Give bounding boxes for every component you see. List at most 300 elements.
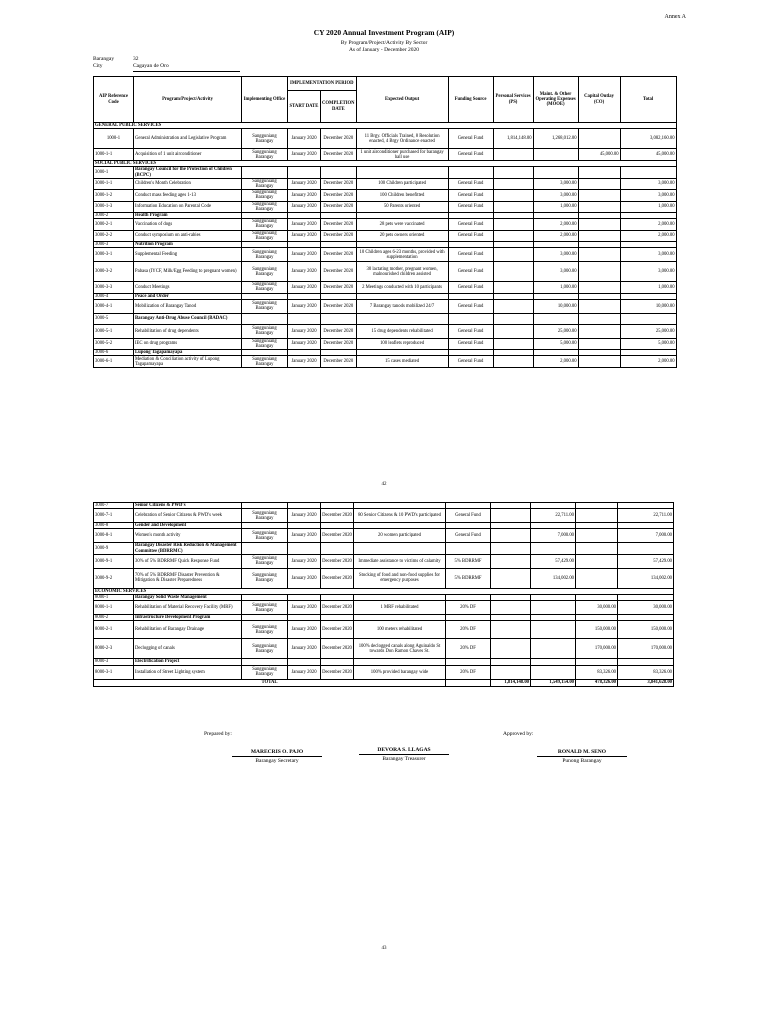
- start-date: January 2020: [288, 299, 321, 313]
- ps-amount: [491, 529, 531, 543]
- ref-code: 3000-5-2: [94, 338, 134, 349]
- expected-output: 10 Children ages 6-23 months, provided with supplementation: [356, 248, 448, 262]
- implementing-office: Sangguniang Barangay: [242, 219, 288, 230]
- empty-cell: [321, 167, 357, 178]
- total-amount: 57,429.00: [618, 554, 674, 568]
- total-amount: 1,000.00: [620, 201, 676, 212]
- completion-date: December 2020: [321, 248, 357, 262]
- implementing-office: Sangguniang Barangay: [242, 190, 288, 201]
- ref-code: 3000-8-1: [94, 529, 134, 543]
- implementing-office: Sangguniang Barangay: [242, 262, 288, 282]
- implementing-office: Sangguniang Barangay: [242, 338, 288, 349]
- mooe-amount: 25,000.00: [533, 324, 578, 338]
- total-amount: 3,000.00: [620, 178, 676, 189]
- total-amount: 5,000.00: [620, 338, 676, 349]
- col-impl-period-header: IMPLEMENTATION PERIOD: [288, 77, 357, 91]
- co-amount: [576, 509, 618, 523]
- completion-date: December 2020: [321, 568, 354, 588]
- expected-output: 15 cases mediated: [356, 356, 448, 368]
- totals-label: TOTAL: [94, 679, 446, 686]
- program-activity: Women's month activity: [134, 529, 242, 543]
- ref-code: 3000-1-1: [94, 178, 134, 189]
- col-start-header: START DATE: [288, 91, 321, 123]
- empty-cell: [448, 313, 493, 324]
- program-activity: Celebration of Senior Citizens & PWD's week: [134, 509, 242, 523]
- aip-table-page2: [93, 502, 674, 687]
- program-activity: Conduct mass feeding ages 1-13: [134, 190, 242, 201]
- empty-cell: [533, 313, 578, 324]
- table-row: [94, 178, 677, 189]
- co-amount: [578, 129, 620, 149]
- ref-code: 3000-3: [94, 242, 134, 248]
- mooe-amount: 3,000.00: [533, 248, 578, 262]
- total-amount: 3,000.00: [620, 262, 676, 282]
- col-office-header: Implementing Office: [242, 77, 288, 123]
- barangay-label: Barangay: [93, 56, 115, 62]
- totals-total: 3,841,628.00: [618, 679, 674, 686]
- co-amount: [578, 201, 620, 212]
- ps-amount: [493, 338, 533, 349]
- document-period: As of January - December 2020: [348, 47, 420, 53]
- empty-cell: [242, 543, 288, 554]
- completion-date: December 2020: [321, 129, 357, 149]
- document-subtitle: By Program/Project/Activity By Sector: [340, 40, 428, 46]
- empty-cell: [493, 167, 533, 178]
- group-row: [94, 543, 674, 554]
- expected-output: 100 leaflets reproduced: [356, 338, 448, 349]
- start-date: January 2020: [288, 149, 321, 161]
- funding-source: 5% BDRRMF: [446, 568, 491, 588]
- funding-source: 5% BDRRMF: [446, 554, 491, 568]
- implementing-office: Sangguniang Barangay: [242, 601, 288, 615]
- ref-code: 8000-2-1: [94, 621, 134, 639]
- mooe-amount: 134,002.00: [531, 568, 576, 588]
- ps-amount: [493, 248, 533, 262]
- funding-source: General Fund: [448, 299, 493, 313]
- ref-code: 3000-8: [94, 523, 134, 529]
- program-activity: Declogging of canals: [134, 639, 242, 659]
- expected-output: 1 MRF rehabilitated: [354, 601, 446, 615]
- completion-date: December 2020: [321, 509, 354, 523]
- start-date: January 2020: [288, 201, 321, 212]
- ref-code: 3000-2-1: [94, 219, 134, 230]
- implementing-office: Sangguniang Barangay: [242, 639, 288, 659]
- table-row: [94, 219, 677, 230]
- expected-output: 100 Children participated: [356, 178, 448, 189]
- barangay-line: [93, 56, 238, 62]
- city-value: Cagayan de Oro: [133, 63, 169, 69]
- co-amount: [576, 529, 618, 543]
- punong-barangay-name: RONALD M. SENO: [537, 749, 627, 757]
- treasurer-position: Barangay Treasurer: [382, 756, 426, 762]
- expected-output: 100 Children benefitted: [356, 190, 448, 201]
- group-title: Infrastructure Development Program: [134, 615, 242, 621]
- barangay-value: 32: [133, 56, 139, 62]
- table-row: [94, 282, 677, 293]
- ps-amount: [493, 190, 533, 201]
- expected-output: 80 Senior Citizens & 10 PWD's participated: [354, 509, 446, 523]
- empty-cell: [578, 313, 620, 324]
- start-date: January 2020: [288, 601, 321, 615]
- ref-code: 3000-4: [94, 293, 134, 299]
- start-date: January 2020: [288, 639, 321, 659]
- program-activity: General Administration and Legislative Program: [134, 129, 242, 149]
- mooe-amount: [531, 601, 576, 615]
- mooe-amount: 7,000.00: [531, 529, 576, 543]
- ref-code: 3000-1-2: [94, 190, 134, 201]
- table-row: [94, 568, 674, 588]
- expected-output: 100 meters rehabilitated: [354, 621, 446, 639]
- table-row: [94, 554, 674, 568]
- ps-amount: [493, 219, 533, 230]
- program-activity: IEC on drug programs: [134, 338, 242, 349]
- expected-output: 100% declogged canals along Aguinaldo St towards Don Ramon Chaves St.: [354, 639, 446, 659]
- ps-amount: [491, 639, 531, 659]
- empty-cell: [242, 313, 288, 324]
- co-amount: 83,326.00: [576, 665, 618, 679]
- implementing-office: Sangguniang Barangay: [242, 129, 288, 149]
- implementing-office: Sangguniang Barangay: [242, 529, 288, 543]
- ps-amount: [491, 665, 531, 679]
- completion-date: December 2020: [321, 201, 357, 212]
- program-activity: Rehabilitation of Material Recovery Facility (MRF): [134, 601, 242, 615]
- mooe-amount: 22,711.00: [531, 509, 576, 523]
- empty-cell: [491, 543, 531, 554]
- table-row: [94, 338, 677, 349]
- mooe-amount: 2,000.00: [533, 230, 578, 241]
- funding-source: 20% DF: [446, 621, 491, 639]
- group-row: [94, 167, 677, 178]
- total-amount: 45,000.00: [620, 149, 676, 161]
- empty-cell: [493, 313, 533, 324]
- total-amount: 22,711.00: [618, 509, 674, 523]
- funding-source: General Fund: [448, 129, 493, 149]
- start-date: January 2020: [288, 262, 321, 282]
- empty-cell: [446, 543, 491, 554]
- ps-amount: [493, 356, 533, 368]
- empty-cell: [354, 543, 446, 554]
- totals-mooe: 1,549,154.00: [531, 679, 576, 686]
- mooe-amount: 10,000.00: [533, 299, 578, 313]
- ref-code: 3000-7: [94, 503, 134, 509]
- expected-output: Immediate assistance to victims of calamity: [354, 554, 446, 568]
- col-ref-header: AIP Reference Code: [94, 77, 134, 123]
- ref-code: 1000-1-1: [94, 149, 134, 161]
- implementing-office: Sangguniang Barangay: [242, 178, 288, 189]
- col-program-header: Program/Project/Activity: [134, 77, 242, 123]
- total-amount: 83,326.00: [618, 665, 674, 679]
- program-activity: Information Education on Parental Code: [134, 201, 242, 212]
- ref-code: 3000-9: [94, 543, 134, 554]
- start-date: January 2020: [288, 509, 321, 523]
- approved-by-label: Approved by:: [503, 731, 534, 737]
- program-activity: 70% of 5% BDRRMF Disaster Prevention & Mitigation & Disaster Preparedness: [134, 568, 242, 588]
- ps-amount: [493, 299, 533, 313]
- start-date: January 2020: [288, 129, 321, 149]
- co-amount: [578, 230, 620, 241]
- co-amount: [578, 262, 620, 282]
- ref-code: 3000-9-1: [94, 554, 134, 568]
- ps-amount: 1,814,148.00: [493, 129, 533, 149]
- empty-cell: [321, 313, 357, 324]
- completion-date: December 2020: [321, 338, 357, 349]
- co-amount: [578, 299, 620, 313]
- ref-code: 3000-5: [94, 313, 134, 324]
- section-title: SOCIAL PUBLIC SERVICES: [94, 161, 677, 167]
- table-row: [94, 529, 674, 543]
- mooe-amount: 2,000.00: [533, 356, 578, 368]
- total-amount: 134,002.00: [618, 568, 674, 588]
- start-date: January 2020: [288, 568, 321, 588]
- ref-code: 8000-3: [94, 659, 134, 665]
- completion-date: December 2020: [321, 554, 354, 568]
- group-title: Nutrition Program: [134, 242, 242, 248]
- co-amount: 45,000.00: [578, 149, 620, 161]
- empty-cell: [356, 313, 448, 324]
- co-amount: [578, 356, 620, 368]
- group-title: Barangay Disaster Risk Reduction & Management Committee (BDRRMC): [134, 543, 242, 554]
- total-amount: 150,000.00: [618, 621, 674, 639]
- expected-output: 7 Barangay tanods mobilized 24/7: [356, 299, 448, 313]
- group-title: Peace and Order: [134, 293, 242, 299]
- completion-date: December 2020: [321, 190, 357, 201]
- ps-amount: [493, 178, 533, 189]
- expected-output: 100% provided barangay wide: [354, 665, 446, 679]
- mooe-amount: [531, 639, 576, 659]
- empty-cell: [288, 167, 321, 178]
- empty-cell: [448, 167, 493, 178]
- total-amount: 25,000.00: [620, 324, 676, 338]
- group-title: Barangay Council for the Protection of Children (BCPC): [134, 167, 242, 178]
- ref-code: 3000-4-1: [94, 299, 134, 313]
- city-line: [93, 63, 238, 69]
- expected-output: 11 Brgy. Officials Trained, 8 Resolution enacted, 4 Brgy Ordinance enacted: [356, 129, 448, 149]
- ref-code: 8000-3-1: [94, 665, 134, 679]
- col-ps-header: Personal Services (PS): [493, 77, 533, 123]
- expected-output: 15 drug dependents rehabilitated: [356, 324, 448, 338]
- funding-source: General Fund: [448, 230, 493, 241]
- ref-code: 8000-2-3: [94, 639, 134, 659]
- total-amount: 2,000.00: [620, 230, 676, 241]
- co-amount: [578, 338, 620, 349]
- totals-fund-cell: [446, 679, 491, 686]
- funding-source: General Fund: [448, 338, 493, 349]
- start-date: January 2020: [288, 248, 321, 262]
- expected-output: 50 Parents oriented: [356, 201, 448, 212]
- program-activity: Vaccination of dogs: [134, 219, 242, 230]
- funding-source: General Fund: [448, 178, 493, 189]
- completion-date: December 2020: [321, 601, 354, 615]
- implementing-office: Sangguniang Barangay: [242, 282, 288, 293]
- funding-source: General Fund: [448, 356, 493, 368]
- group-title: Health Program: [134, 213, 242, 219]
- program-activity: Conduct Meetings: [134, 282, 242, 293]
- col-fund-header: Funding Source: [448, 77, 493, 123]
- empty-cell: [620, 167, 676, 178]
- secretary-position: Barangay Secretary: [255, 758, 299, 764]
- program-activity: Mediation & Conciliation activity of Lupong Tagapamayapa: [134, 356, 242, 368]
- expected-output: 28 pets were vaccinated: [356, 219, 448, 230]
- completion-date: December 2020: [321, 262, 357, 282]
- group-title: Electrification Project: [134, 659, 242, 665]
- table-row: [94, 262, 677, 282]
- ref-code: 8000-2: [94, 615, 134, 621]
- ref-code: 3000-9-2: [94, 568, 134, 588]
- table-row: [94, 201, 677, 212]
- co-amount: [576, 568, 618, 588]
- start-date: January 2020: [288, 338, 321, 349]
- ref-code: 1000-1: [94, 129, 134, 149]
- ref-code: 8000-1-1: [94, 601, 134, 615]
- co-amount: [576, 554, 618, 568]
- implementing-office: Sangguniang Barangay: [242, 568, 288, 588]
- co-amount: [578, 248, 620, 262]
- program-activity: Children's Month Celebration: [134, 178, 242, 189]
- city-label: City: [93, 63, 103, 69]
- table-row: [94, 299, 677, 313]
- completion-date: December 2020: [321, 149, 357, 161]
- empty-cell: [576, 543, 618, 554]
- mooe-amount: [531, 621, 576, 639]
- co-amount: [578, 324, 620, 338]
- ps-amount: [491, 554, 531, 568]
- mooe-amount: 3,000.00: [533, 190, 578, 201]
- ps-amount: [493, 230, 533, 241]
- completion-date: December 2020: [321, 282, 357, 293]
- ps-amount: [493, 324, 533, 338]
- funding-source: General Fund: [446, 509, 491, 523]
- total-amount: 3,000.00: [620, 190, 676, 201]
- ps-amount: [491, 509, 531, 523]
- totals-co: 478,326.00: [576, 679, 618, 686]
- mooe-amount: 2,000.00: [533, 219, 578, 230]
- col-output-header: Expected Output: [356, 77, 448, 123]
- funding-source: General Fund: [448, 282, 493, 293]
- table-row: [94, 190, 677, 201]
- treasurer-name: DEVORA S. LLAGAS: [359, 747, 449, 755]
- funding-source: General Fund: [448, 190, 493, 201]
- group-title: Senior Citizens & PWD's: [134, 503, 242, 509]
- start-date: January 2020: [288, 665, 321, 679]
- empty-cell: [288, 313, 321, 324]
- funding-source: 20% DF: [446, 601, 491, 615]
- completion-date: December 2020: [321, 621, 354, 639]
- ref-code: 3000-3-2: [94, 262, 134, 282]
- group-title: Barangay Anti-Drug Abuse Council (BADAC): [134, 313, 242, 324]
- punong-barangay-position: Punong Barangay: [562, 758, 602, 764]
- implementing-office: Sangguniang Barangay: [242, 621, 288, 639]
- empty-cell: [531, 543, 576, 554]
- program-activity: Rehabilitation of drug dependents: [134, 324, 242, 338]
- program-activity: Acquisition of 1 unit airconditioner: [134, 149, 242, 161]
- secretary-name: MARECRIS O. PAJO: [232, 749, 322, 757]
- completion-date: December 2020: [321, 324, 357, 338]
- completion-date: December 2020: [321, 299, 357, 313]
- empty-cell: [356, 167, 448, 178]
- program-activity: Supplemental Feeding: [134, 248, 242, 262]
- total-amount: 1,000.00: [620, 282, 676, 293]
- annex-label: Annex A: [664, 14, 686, 20]
- empty-cell: [242, 167, 288, 178]
- signature-treasurer: [359, 747, 449, 762]
- co-amount: [578, 190, 620, 201]
- totals-ps: 1,814,148.00: [491, 679, 531, 686]
- section-title: ECONOMIC SERVICES: [94, 588, 674, 594]
- implementing-office: Sangguniang Barangay: [242, 665, 288, 679]
- program-activity: Mobilization of Barangay Tanod: [134, 299, 242, 313]
- mooe-amount: 3,000.00: [533, 178, 578, 189]
- funding-source: General Fund: [448, 262, 493, 282]
- completion-date: December 2020: [321, 356, 357, 368]
- ref-code: 3000-6-1: [94, 356, 134, 368]
- completion-date: December 2020: [321, 639, 354, 659]
- empty-cell: [288, 543, 321, 554]
- table-row: [94, 639, 674, 659]
- ref-code: 3000-3-3: [94, 282, 134, 293]
- expected-output: 30 lactating mother, pregnant women, malnourished children assisted: [356, 262, 448, 282]
- total-amount: 10,000.00: [620, 299, 676, 313]
- ref-code: 3000-1-3: [94, 201, 134, 212]
- mooe-amount: 5,000.00: [533, 338, 578, 349]
- implementing-office: Sangguniang Barangay: [242, 509, 288, 523]
- funding-source: General Fund: [448, 219, 493, 230]
- program-activity: 30% of 5% BDRRMF Quick Response Fund: [134, 554, 242, 568]
- ref-code: 3000-7-1: [94, 509, 134, 523]
- co-amount: 150,000.00: [576, 621, 618, 639]
- mooe-amount: [533, 149, 578, 161]
- start-date: January 2020: [288, 621, 321, 639]
- ps-amount: [493, 201, 533, 212]
- co-amount: [578, 282, 620, 293]
- totals-row: [94, 679, 674, 686]
- start-date: January 2020: [288, 219, 321, 230]
- start-date: January 2020: [288, 282, 321, 293]
- co-amount: 30,000.00: [576, 601, 618, 615]
- program-activity: Installation of Street Lighting system: [134, 665, 242, 679]
- group-title: Gender and Development: [134, 523, 242, 529]
- empty-cell: [533, 167, 578, 178]
- completion-date: December 2020: [321, 665, 354, 679]
- co-amount: [578, 178, 620, 189]
- ref-code: 3000-2: [94, 213, 134, 219]
- funding-source: General Fund: [448, 324, 493, 338]
- total-amount: 3,000.00: [620, 248, 676, 262]
- empty-cell: [321, 543, 354, 554]
- implementing-office: Sangguniang Barangay: [242, 248, 288, 262]
- table-row: [94, 230, 677, 241]
- co-amount: 170,000.00: [576, 639, 618, 659]
- total-amount: 3,082,160.00: [620, 129, 676, 149]
- table-row: [94, 149, 677, 161]
- aip-table-page1: [93, 76, 677, 368]
- group-row: [94, 313, 677, 324]
- barangay-underline: [133, 71, 240, 72]
- total-amount: 7,000.00: [618, 529, 674, 543]
- funding-source: 20% DF: [446, 639, 491, 659]
- ps-amount: [491, 601, 531, 615]
- funding-source: General Fund: [446, 529, 491, 543]
- table-row: [94, 665, 674, 679]
- ref-code: 3000-1: [94, 167, 134, 178]
- ps-amount: [491, 621, 531, 639]
- expected-output: 20 women participated: [354, 529, 446, 543]
- ps-amount: [493, 262, 533, 282]
- program-activity: Rehabilitation of Barangay Drainage: [134, 621, 242, 639]
- page-number-2: 43: [381, 946, 387, 951]
- start-date: January 2020: [288, 554, 321, 568]
- ps-amount: [493, 149, 533, 161]
- program-activity: Pabasa (IYCF, Milk/Egg Feeding to pregnant women): [134, 262, 242, 282]
